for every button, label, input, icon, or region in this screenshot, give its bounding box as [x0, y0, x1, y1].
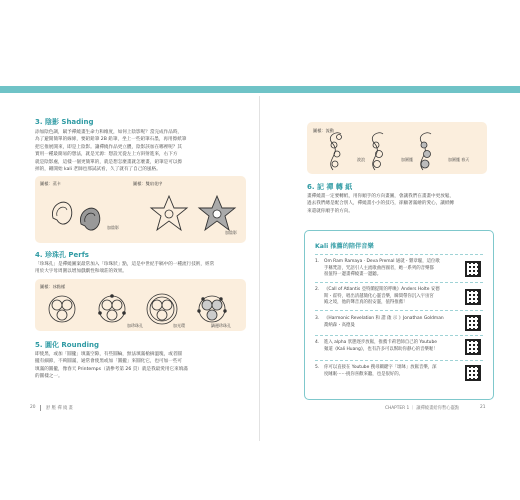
flow-box-label: 圖樣：流動	[313, 128, 334, 133]
music-item-1: 1. Om Ram Ramaya · Deva Premal 通就・雜章騷，這位歌 手稱梵語，咒語引人主流歌曲西國者，她一系列的音樂都 很值得一邊畫禪繞畫一邊聽。	[315, 259, 440, 278]
footer-divider-left	[40, 405, 41, 411]
music-divider-3	[315, 335, 483, 336]
box-label-b: 圖樣：雙扇花序	[133, 181, 163, 186]
box1-caption-2: 加陰影	[225, 230, 237, 235]
left-page-number: 20	[30, 405, 36, 410]
section-3-body: 添加陰色調，賦予禪繞畫生命力和維度，如何上陰影呢？當完成作品時， 為了避開簡單的線條，要鉛鉛筆 2B 鉛筆，坐上一些鉛筆石墨，再用擦紙筆 把它推展開來，即是上陰影。讓禪繞作品更立體，陰影該加在哪裡呢？其 實用一種最簡易的想法，就是光源：想設光從左上方斜射進來，右下方 就是陰影處，這樣一個更簡單的，就是想怎麼畫就怎麼畫，鉛筆是可以擦 掉的，剛開始 kali 老師也那試試看，久了就有了自己的風格。	[35, 130, 187, 173]
music-divider-2	[315, 310, 483, 311]
section-3-title: 3. 陰影 Shading	[35, 118, 94, 126]
music-item-2: 2. 《Call of Atlantis 亞特蘭提斯的呼喚》Anders Holte 安德 斯・霍特，唱出清越簡化心靈音樂，瞬間帶你沉入宇宙宮 殿之境，他的聲音真的很安靈，值得推薦！	[315, 287, 440, 306]
section-6-title: 6. 記 禪 轉 紙	[307, 183, 353, 191]
qr-code-4[interactable]	[465, 339, 481, 355]
right-footer-text: CHAPTER 1 ｜ 讓禪繞畫給你暫心靈點	[385, 406, 460, 411]
header-band	[0, 86, 520, 93]
perfs-example-box	[35, 279, 246, 331]
box2-cap-3: 鍋邊珍珠孔	[211, 323, 231, 328]
flow-cap-1: 波浪	[357, 157, 365, 162]
flow-drawing	[315, 130, 483, 172]
section-5-body: 即使黑，或加「圓攏」填滿空隙，有些圓輪，無法填滿槍摘溫塊，或者圓 攏有細節，不夠圓滿，通常會使黑或加「圓攏」來圓化它，也可加一些可 填滿的圓攏，像春天 Printemps（請參考第 26 頁）就是我最愛用它來填滿 的圓樣之一。	[35, 352, 188, 380]
box2-label: 圖樣：冰點樣	[40, 284, 66, 289]
qr-code-3[interactable]	[465, 315, 481, 331]
music-recommendation-box	[304, 230, 494, 400]
box1-caption: 加陰影	[107, 225, 119, 230]
box2-cap-1: 加珍珠孔	[127, 323, 143, 328]
flow-cap-2: 加圓攏	[401, 157, 413, 162]
music-divider-1	[315, 282, 483, 283]
flow-cap-3: 加圓攏 春天	[448, 157, 470, 162]
music-item-4: 4. 進入 alpha 狀態逐步放鬆，推薦卡莉老師自己的 Youtube 頻道《Kali Huang》，也有許多可以幫助你靜心的音樂喔！	[315, 340, 438, 352]
box-label-a: 圖樣：蒸卡	[40, 181, 61, 186]
music-divider-4	[315, 360, 483, 361]
section-4-title: 4. 珍珠孔 Perfs	[35, 251, 89, 259]
qr-code-1[interactable]	[465, 261, 481, 277]
section-4-body: 「珍珠孔」是禪繞圖案最常加入「珍珠狀」點，這是中世紀手稿中的一種流行技術，經常 用於大字母周圍以增加戲劇性和端莊的效果。	[35, 262, 215, 275]
box2-cap-2: 加光環	[173, 323, 185, 328]
left-footer-text: 舒 壓 禪 繞 畫	[46, 406, 73, 411]
right-page-number: 21	[480, 405, 486, 410]
section-6-body: 畫禪繞畫一定要轉紙，用你順手的方向畫圖，會讓我們在畫畫中更放鬆， 過去我們總是配合別人，禪繞畫小小的技巧，卻顧著滿繪的愛心，讓紙轉 來還就你順手的方向。	[307, 194, 455, 214]
music-item-5: 5. 你可以直接在 Youtube 搜尋關鍵字「頌缽」放鬆音樂，深 度睡眠⋯⋯挑你喜歡來聽，也是很好的。	[315, 365, 437, 377]
page-spine	[259, 96, 260, 441]
music-box-title: Kali 推薦的陪伴音樂	[315, 243, 374, 250]
flow-example-box	[307, 122, 487, 174]
qr-code-5[interactable]	[465, 365, 481, 381]
music-divider-top	[315, 254, 483, 255]
music-item-3: 3. 《Harmonic Revelation 和 諧 啟 示 》Jonathan Goldman 喬納森・高德曼	[315, 316, 444, 328]
perfs-drawing	[40, 289, 240, 325]
paisley-drawing	[45, 190, 105, 238]
shading-example-box	[35, 176, 246, 243]
section-5-title: 5. 圓化 Rounding	[35, 341, 99, 349]
qr-code-2[interactable]	[465, 289, 481, 305]
